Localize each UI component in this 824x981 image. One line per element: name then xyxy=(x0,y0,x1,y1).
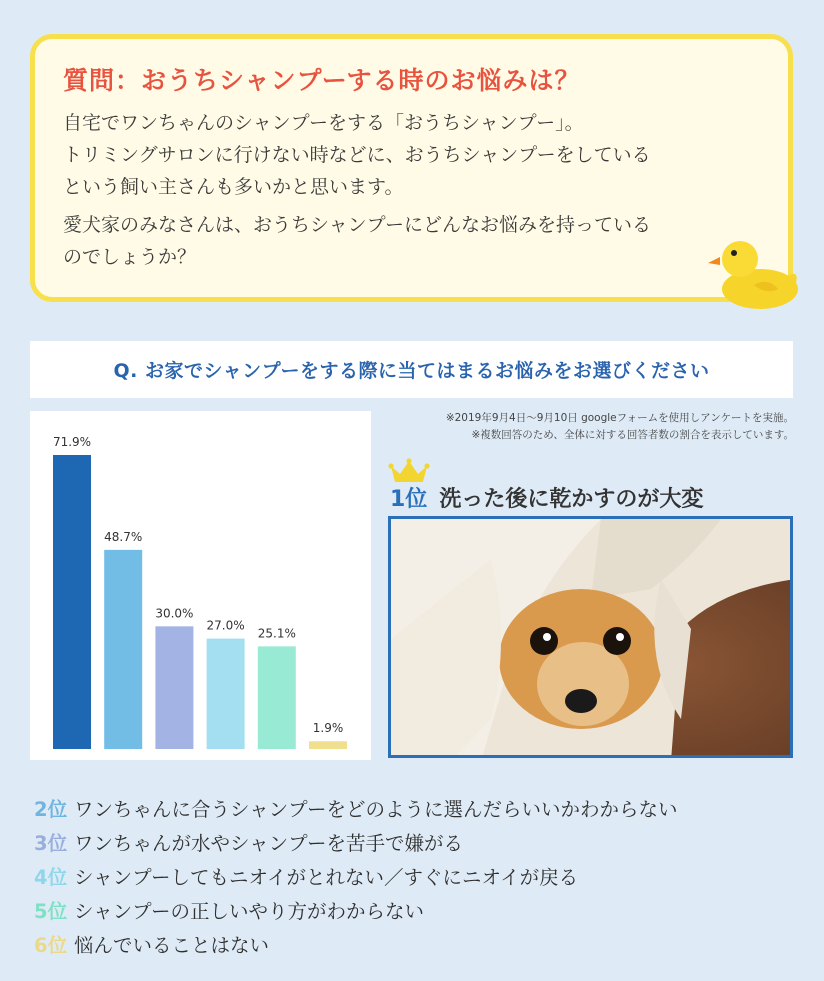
bar-chart xyxy=(30,411,371,760)
chihuahua-in-towel-image xyxy=(391,519,793,758)
bar-label-6: 1.9% xyxy=(312,721,344,736)
rank-text: シャンプーしてもニオイがとれない／すぐにニオイが戻る xyxy=(74,866,579,889)
rank-row xyxy=(34,927,678,961)
question-line: 自宅でワンちゃんのシャンプーをする「おうちシャンプー」。 xyxy=(63,112,584,134)
bar-label-2: 48.7% xyxy=(104,529,143,544)
question-title: 質問：おうちシャンプーする時のお悩みは？ xyxy=(63,66,581,95)
question-line: トリミングサロンに行けない時などに、おうちシャンプーをしている xyxy=(63,144,651,166)
rank-number: 5位 xyxy=(34,900,68,923)
question-line: 愛犬家のみなさんは、おうちシャンプーにどんなお悩みを持っている xyxy=(63,214,652,236)
first-rank xyxy=(390,482,703,513)
dog-photo xyxy=(388,516,793,758)
rank-number: 3位 xyxy=(34,832,68,855)
bar-chart-svg xyxy=(30,411,371,760)
rubber-duck-icon xyxy=(706,233,802,311)
first-rank-number: 1位 xyxy=(390,487,428,512)
rank-row xyxy=(34,791,678,825)
bar-label-4: 27.0% xyxy=(206,618,245,633)
survey-note-1: ※2019年9月4日～9月10日 googleフォームを使用しアンケートを実施。 xyxy=(445,412,794,424)
rank-number: 6位 xyxy=(34,934,68,957)
survey-question: Q. お家でシャンプーをする際に当てはまるお悩みをお選びください xyxy=(30,341,793,398)
rank-text: シャンプーの正しいやり方がわからない xyxy=(74,900,425,923)
bar-3 xyxy=(155,626,193,749)
survey-note-2: ※複数回答のため、全体に対する回答者数の割合を表示しています。 xyxy=(471,429,794,441)
question-line: のでしょうか？ xyxy=(63,246,197,268)
rank-row xyxy=(34,825,678,859)
bar-4 xyxy=(207,639,245,749)
rank-text: ワンちゃんが水やシャンプーを苦手で嫌がる xyxy=(74,832,464,855)
bar-label-1: 71.9% xyxy=(52,435,92,449)
bar-6 xyxy=(309,741,347,749)
question-line: という飼い主さんも多いかと思います。 xyxy=(63,176,404,198)
rank-row xyxy=(34,893,678,927)
rank-text: 悩んでいることはない xyxy=(74,934,270,957)
rank-text: ワンちゃんに合うシャンプーをどのように選んだらいいかわからない xyxy=(74,798,678,821)
question-card xyxy=(30,34,793,302)
question-body xyxy=(63,107,775,279)
rank-number: 4位 xyxy=(34,866,68,889)
bar-1 xyxy=(53,455,91,749)
bar-label-3: 30.0% xyxy=(155,606,194,621)
bar-label-5: 25.1% xyxy=(257,626,296,641)
first-rank-text: 洗った後に乾かすのが大変 xyxy=(439,487,704,512)
bar-5 xyxy=(258,646,296,749)
crown-icon xyxy=(388,458,430,484)
bar-2 xyxy=(104,550,142,749)
rank-number: 2位 xyxy=(34,798,68,821)
rank-list xyxy=(34,791,678,961)
rank-row xyxy=(34,859,678,893)
survey-note xyxy=(446,410,794,444)
